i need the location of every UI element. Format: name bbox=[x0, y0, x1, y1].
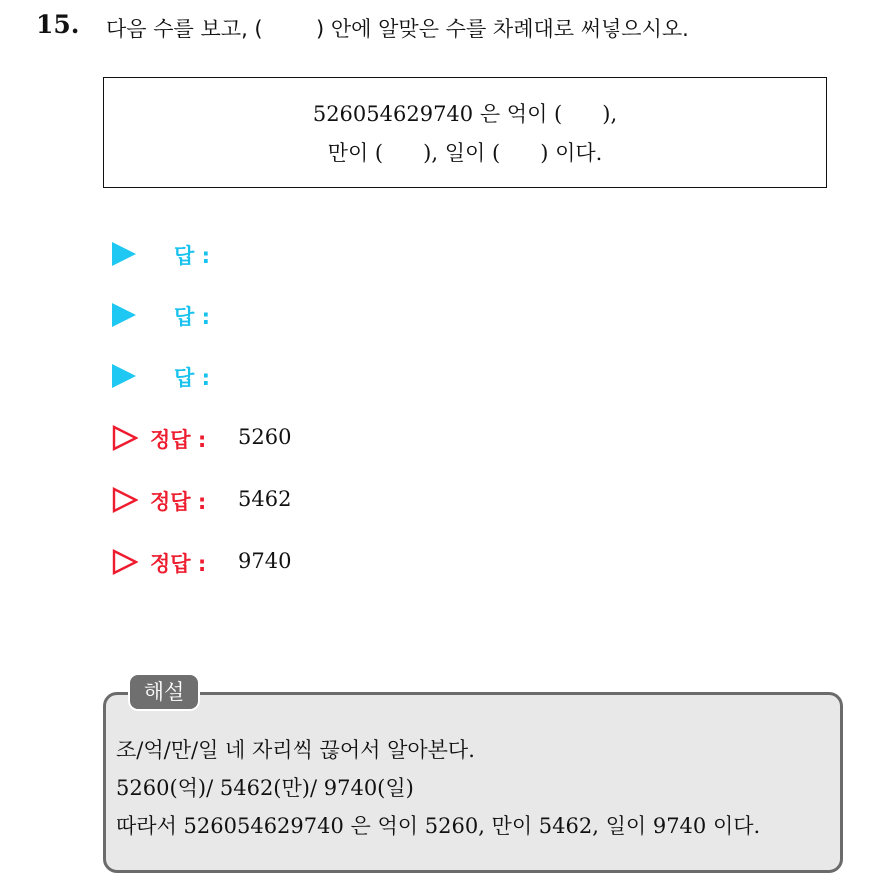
outline-triangle-right-icon bbox=[112, 425, 138, 451]
correct-answer-value: 5260 bbox=[238, 425, 292, 449]
filled-triangle-right-icon bbox=[112, 242, 136, 266]
explanation-line-2: 5260(억)/ 5462(만)/ 9740(일) bbox=[116, 776, 414, 800]
question-number: 15. bbox=[36, 10, 80, 39]
explanation-line-1: 조/억/만/일 네 자리씩 끊어서 알아본다. bbox=[116, 738, 475, 762]
explanation-title: 해설 bbox=[128, 673, 200, 711]
correct-answer-label: 정답 : bbox=[150, 428, 207, 452]
problem-line-1: 526054629740 은 억이 ( ), bbox=[312, 102, 618, 126]
correct-answer-value: 5462 bbox=[238, 487, 292, 511]
correct-answer-label: 정답 : bbox=[150, 552, 207, 576]
answer-label: 답 : bbox=[174, 244, 210, 268]
outline-triangle-right-icon bbox=[112, 549, 138, 575]
answer-label: 답 : bbox=[174, 305, 210, 329]
problem-line-2: 만이 ( ), 일이 ( ) 이다. bbox=[327, 141, 603, 165]
correct-answer-value: 9740 bbox=[238, 549, 292, 573]
question-text: 다음 수를 보고, ( ) 안에 알맞은 수를 차례대로 써넣으시오. bbox=[106, 17, 689, 41]
outline-triangle-right-icon bbox=[112, 487, 138, 513]
correct-answer-label: 정답 : bbox=[150, 490, 207, 514]
problem-box bbox=[103, 77, 827, 188]
explanation-line-3: 따라서 526054629740 은 억이 5260, 만이 5462, 일이 9740 이다. bbox=[116, 814, 761, 838]
filled-triangle-right-icon bbox=[112, 303, 136, 327]
filled-triangle-right-icon bbox=[112, 364, 136, 388]
answer-label: 답 : bbox=[174, 366, 210, 390]
